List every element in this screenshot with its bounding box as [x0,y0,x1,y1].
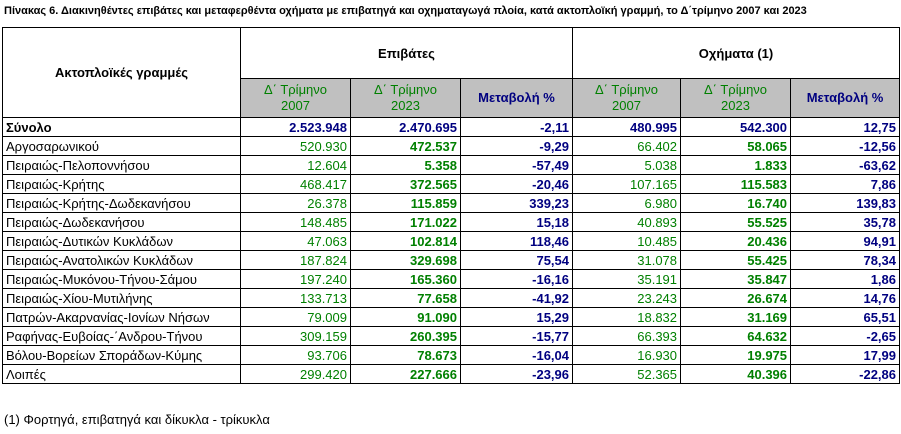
passengers-change: 75,54 [461,251,573,270]
header-passengers: Επιβάτες [241,28,573,79]
route-name: Αργοσαρωνικού [3,137,241,156]
passengers-change: 339,23 [461,194,573,213]
table-row [3,213,900,232]
vehicles-2007: 66.393 [573,327,681,346]
vehicles-2023: 1.833 [681,156,791,175]
route-name: Πατρών-Ακαρνανίας-Ιονίων Νήσων [3,308,241,327]
table-row [3,194,900,213]
vehicles-2023: 19.975 [681,346,791,365]
passengers-2023: 171.022 [351,213,461,232]
passengers-2007: 133.713 [241,289,351,308]
passengers-change: -41,92 [461,289,573,308]
total-passengers-2023: 2.470.695 [351,118,461,137]
vehicles-2007: 31.078 [573,251,681,270]
vehicles-2023: 55.525 [681,213,791,232]
passengers-2023: 102.814 [351,232,461,251]
route-name: Πειραιώς-Κρήτης-Δωδεκανήσου [3,194,241,213]
vehicles-2007: 6.980 [573,194,681,213]
vehicles-change: -63,62 [791,156,900,175]
passengers-2023: 78.673 [351,346,461,365]
vehicles-change: 94,91 [791,232,900,251]
passengers-2007: 520.930 [241,137,351,156]
route-name: Ραφήνας-Ευβοίας-΄Ανδρου-Τήνου [3,327,241,346]
vehicles-2007: 16.930 [573,346,681,365]
passengers-2007: 187.824 [241,251,351,270]
vehicles-2023: 16.740 [681,194,791,213]
passengers-change: -16,04 [461,346,573,365]
total-row [3,118,900,137]
header-vehicles-2023: Δ΄ Τρίμηνο 2023 [681,79,791,118]
route-name: Πειραιώς-Κρήτης [3,175,241,194]
passengers-2023: 372.565 [351,175,461,194]
route-name: Λοιπές [3,365,241,384]
total-vehicles-change: 12,75 [791,118,900,137]
vehicles-change: 78,34 [791,251,900,270]
passengers-2023: 5.358 [351,156,461,175]
passengers-2007: 12.604 [241,156,351,175]
total-passengers-change: -2,11 [461,118,573,137]
passengers-change: -15,77 [461,327,573,346]
passengers-2007: 468.417 [241,175,351,194]
passengers-2007: 93.706 [241,346,351,365]
passengers-2007: 148.485 [241,213,351,232]
table-row [3,308,900,327]
passengers-change: -23,96 [461,365,573,384]
route-name: Πειραιώς-Μυκόνου-Τήνου-Σάμου [3,270,241,289]
table-title: Πίνακας 6. Διακινηθέντες επιβάτες και μεταφερθέντα οχήματα με επιβατηγά και οχηματαγωγά πλοία, κατά ακτοπλοϊκή γραμμή, το Δ΄τρίμηνο 2007 και 2023 [4,5,807,17]
passengers-2023: 472.537 [351,137,461,156]
vehicles-change: -22,86 [791,365,900,384]
vehicles-change: 7,86 [791,175,900,194]
vehicles-change: 139,83 [791,194,900,213]
route-name: Βόλου-Βορείων Σποράδων-Κύμης [3,346,241,365]
total-label: Σύνολο [3,118,241,137]
table-row [3,251,900,270]
vehicles-change: -2,65 [791,327,900,346]
passengers-change: 15,18 [461,213,573,232]
passengers-2023: 329.698 [351,251,461,270]
vehicles-change: 35,78 [791,213,900,232]
passengers-change: 15,29 [461,308,573,327]
passengers-2007: 309.159 [241,327,351,346]
route-name: Πειραιώς-Πελοποννήσου [3,156,241,175]
passengers-2023: 260.395 [351,327,461,346]
header-vehicles-2007: Δ΄ Τρίμηνο 2007 [573,79,681,118]
vehicles-change: 14,76 [791,289,900,308]
vehicles-2023: 55.425 [681,251,791,270]
vehicles-2007: 52.365 [573,365,681,384]
table-row [3,232,900,251]
vehicles-2023: 26.674 [681,289,791,308]
vehicles-change: 1,86 [791,270,900,289]
table-row [3,289,900,308]
header-vehicles-change: Μεταβολή % [791,79,900,118]
passengers-change: -20,46 [461,175,573,194]
vehicles-change: 17,99 [791,346,900,365]
vehicles-2023: 35.847 [681,270,791,289]
passengers-2023: 77.658 [351,289,461,308]
table-row [3,175,900,194]
passengers-change: -9,29 [461,137,573,156]
header-row-main [3,28,900,79]
route-name: Πειραιώς-Χίου-Μυτιλήνης [3,289,241,308]
table-row [3,365,900,384]
vehicles-2023: 40.396 [681,365,791,384]
passengers-2023: 165.360 [351,270,461,289]
vehicles-change: 65,51 [791,308,900,327]
total-vehicles-2023: 542.300 [681,118,791,137]
vehicles-2007: 107.165 [573,175,681,194]
vehicles-2007: 35.191 [573,270,681,289]
passengers-change: -57,49 [461,156,573,175]
passengers-2007: 299.420 [241,365,351,384]
passengers-2007: 79.009 [241,308,351,327]
vehicles-2007: 23.243 [573,289,681,308]
footnote: (1) Φορτηγά, επιβατηγά και δίκυκλα - τρίκυκλα [4,412,270,427]
vehicles-2023: 20.436 [681,232,791,251]
total-vehicles-2007: 480.995 [573,118,681,137]
passengers-2007: 197.240 [241,270,351,289]
vehicles-2023: 115.583 [681,175,791,194]
header-passengers-2007: Δ΄ Τρίμηνο 2007 [241,79,351,118]
vehicles-2023: 64.632 [681,327,791,346]
passengers-2023: 227.666 [351,365,461,384]
table-row [3,270,900,289]
vehicles-2007: 66.402 [573,137,681,156]
vehicles-2007: 18.832 [573,308,681,327]
route-name: Πειραιώς-Δυτικών Κυκλάδων [3,232,241,251]
data-table [2,27,900,384]
header-passengers-2023: Δ΄ Τρίμηνο 2023 [351,79,461,118]
passengers-2023: 115.859 [351,194,461,213]
table-row [3,156,900,175]
route-name: Πειραιώς-Ανατολικών Κυκλάδων [3,251,241,270]
total-passengers-2007: 2.523.948 [241,118,351,137]
header-routes: Ακτοπλοϊκές γραμμές [3,28,241,118]
passengers-2007: 26.378 [241,194,351,213]
vehicles-2007: 10.485 [573,232,681,251]
table-row [3,346,900,365]
vehicles-2007: 40.893 [573,213,681,232]
passengers-2023: 91.090 [351,308,461,327]
passengers-2007: 47.063 [241,232,351,251]
route-name: Πειραιώς-Δωδεκανήσου [3,213,241,232]
table-row [3,137,900,156]
header-passengers-change: Μεταβολή % [461,79,573,118]
vehicles-2023: 31.169 [681,308,791,327]
header-vehicles: Οχήματα (1) [573,28,900,79]
passengers-change: -16,16 [461,270,573,289]
vehicles-change: -12,56 [791,137,900,156]
table-row [3,327,900,346]
vehicles-2007: 5.038 [573,156,681,175]
vehicles-2023: 58.065 [681,137,791,156]
passengers-change: 118,46 [461,232,573,251]
